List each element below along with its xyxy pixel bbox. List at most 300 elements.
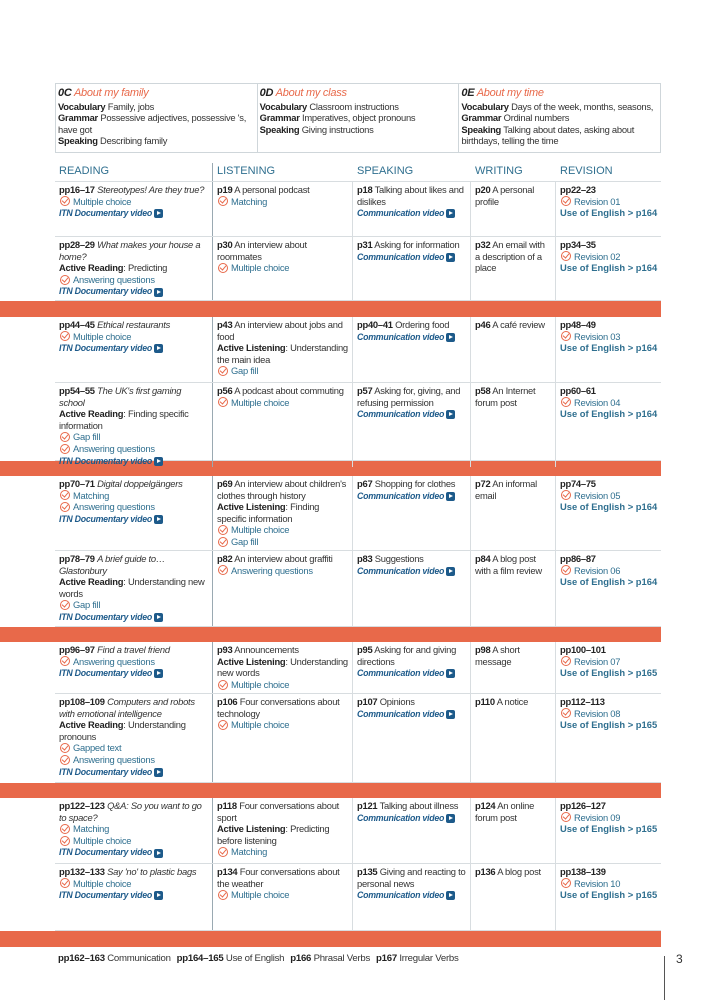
lesson-name: A short message [475,644,520,667]
task-label: Revision 08 [574,707,621,719]
unit-intro-0c [56,84,258,152]
lesson-name: Asking for, giving, and refusing permission [357,385,461,408]
footer-page: p167 [376,953,397,964]
task-label: Multiple choice [231,678,290,690]
active-skill-text: Understanding pronouns [59,719,186,742]
intro-label: Speaking [58,135,98,147]
cell-writing [471,476,556,550]
lesson-title [475,319,552,331]
cell-speaking [353,317,471,382]
video-link[interactable] [357,491,467,503]
active-skill-label: Active Listening [217,501,286,513]
task-item [59,331,209,343]
lesson-title [560,319,658,331]
lesson-title [475,478,552,501]
video-link[interactable] [59,612,209,624]
table-row [55,237,661,301]
play-icon[interactable] [154,669,163,678]
check-circle-icon [218,196,228,206]
use-of-english-link[interactable]: Use of English > p165 [560,667,658,679]
play-icon[interactable] [154,891,163,900]
lesson-title [217,696,349,719]
page-ref: pp86–87 [560,553,596,564]
use-of-english-link[interactable]: Use of English > p164 [560,408,658,420]
page-ref: p107 [357,696,378,707]
video-link[interactable] [357,409,467,421]
cell-writing [471,237,556,300]
video-link[interactable] [59,668,209,680]
task-item [217,889,349,901]
task-label: Multiple choice [73,834,132,846]
lesson-title [59,553,209,576]
task-label: Answering questions [73,501,155,513]
video-label[interactable]: Communication video [357,565,445,576]
page-ref: p98 [475,644,491,655]
page-ref: p93 [217,644,233,655]
intro-label: Grammar [461,112,502,124]
task-item [59,431,209,443]
task-label: Revision 05 [574,489,621,501]
check-circle-icon [60,432,70,442]
video-link[interactable] [59,514,209,526]
intro-text: Ordinal numbers [503,112,570,124]
play-icon[interactable] [446,891,455,900]
play-icon[interactable] [154,344,163,353]
task-label: Answering questions [73,442,155,454]
lesson-title [357,385,467,408]
lesson-name: Announcements [234,644,299,655]
lesson-name: A notice [496,696,529,707]
video-link[interactable] [357,813,467,825]
task-item [59,742,209,754]
task-label: Multiple choice [231,719,290,731]
check-circle-icon [561,490,571,500]
cell-speaking [353,383,471,467]
lesson-name: An online forum post [475,800,535,823]
video-label[interactable]: Communication video [357,331,445,342]
cell-listening [213,383,353,467]
lesson-title [59,239,209,262]
page-ref: pp28–29 [59,239,95,250]
footer-reference [290,953,370,964]
cell-listening [213,864,353,930]
unit-name: About my time [476,87,544,99]
page-ref: p32 [475,239,491,250]
page-ref: p31 [357,239,373,250]
cell-reading [55,383,213,467]
page-ref: p82 [217,553,233,564]
active-skill-label: Active Reading [59,408,124,420]
section-divider-bar [0,301,661,317]
lesson-name: A personal podcast [234,184,310,195]
play-icon[interactable] [154,515,163,524]
lesson-title [217,319,349,342]
video-label[interactable]: Communication video [357,812,445,823]
video-link[interactable] [59,343,209,355]
intro-line [58,112,255,135]
footer-label: Irregular Verbs [399,953,459,964]
active-skill: Active Reading: Predicting [59,262,168,274]
page-ref: p121 [357,800,378,811]
lesson-title [59,696,209,719]
video-link[interactable] [59,456,209,468]
lesson-title [560,385,658,397]
use-of-english-link[interactable]: Use of English > p165 [560,889,658,901]
lesson-title [560,184,658,196]
play-icon[interactable] [154,613,163,622]
page-ref: pp22–23 [560,184,596,195]
task-label: Revision 07 [574,655,621,667]
lesson-title [357,239,467,251]
lesson-title [59,800,209,823]
play-icon[interactable] [154,849,163,858]
page-ref: p106 [217,696,238,707]
unit-code: 0C [58,87,72,99]
active-skill-text: Predicting [127,262,168,274]
play-icon[interactable] [446,669,455,678]
lesson-title [217,644,349,656]
intro-text: Family, jobs [107,100,155,112]
task-label: Gap fill [231,365,259,377]
lesson-title [475,553,552,576]
use-of-english-link[interactable]: Use of English > p164 [560,501,658,513]
task-item [217,679,349,691]
cell-reading [55,864,213,930]
intro-text: Imperatives, object pronouns [301,112,416,124]
intro-line [58,135,255,147]
task-item [560,397,658,409]
footer-reference [58,953,171,964]
video-label[interactable]: Communication video [357,668,445,679]
play-icon[interactable] [446,410,455,419]
video-link[interactable] [357,208,467,220]
video-link[interactable] [59,286,209,298]
lesson-name: An interview about jobs and food [217,319,343,342]
task-label: Revision 04 [574,396,621,408]
task-item [59,599,209,611]
page-ref: pp126–127 [560,800,606,811]
column-header-reading: READING [55,163,213,181]
task-item [560,708,658,720]
page-ref: p57 [357,385,373,396]
task-item [560,656,658,668]
video-label[interactable]: ITN Documentary video [59,890,153,901]
check-circle-icon [218,525,228,535]
use-of-english-link[interactable]: Use of English > p164 [560,576,658,588]
video-link[interactable] [357,709,467,721]
check-circle-icon [60,490,70,500]
check-circle-icon [60,502,70,512]
task-item [217,719,349,731]
page-ref: pp54–55 [59,385,95,396]
page-ref: pp132–133 [59,866,105,877]
lesson-title [357,644,467,667]
lesson-title [357,319,467,331]
play-icon[interactable] [154,457,163,466]
intro-label: Speaking [461,123,502,135]
task-item [59,443,209,455]
intro-label: Speaking [259,123,300,135]
page-ref: p56 [217,385,233,396]
lesson-name: Opinions [379,696,415,707]
check-circle-icon [218,537,228,547]
play-icon[interactable] [446,492,455,501]
lesson-name: Find a travel friend [97,644,170,655]
play-icon[interactable] [446,567,455,576]
page-ref: pp78–79 [59,553,95,564]
video-link[interactable] [59,767,209,779]
video-label[interactable]: ITN Documentary video [59,513,153,524]
cell-writing [471,694,556,782]
video-label[interactable]: Communication video [357,409,445,420]
lesson-name: A brief guide to… Glastonbury [59,553,165,576]
video-label[interactable]: ITN Documentary video [59,343,153,354]
use-of-english-link[interactable]: Use of English > p165 [560,719,658,731]
table-row [55,182,661,237]
lesson-title [217,553,349,565]
task-item [59,754,209,766]
intro-text: Describing family [100,135,168,147]
page-ref: pp122–123 [59,800,105,811]
active-skill: Active Reading: Understanding pronouns [59,719,186,742]
page-ref: pp40–41 [357,319,393,330]
footer-page: pp164–165 [176,953,224,964]
lesson-title [59,478,209,490]
video-link[interactable] [357,890,467,902]
check-circle-icon [60,878,70,888]
active-skill-text: Understanding new words [59,576,205,599]
cell-listening [213,798,353,863]
video-label[interactable]: Communication video [357,251,445,262]
check-circle-icon [561,251,571,261]
lesson-title [357,866,467,889]
intro-text: Giving instructions [301,123,374,135]
lesson-name: Shopping for clothes [374,478,456,489]
video-link[interactable] [357,668,467,680]
task-item [217,397,349,409]
task-item [59,656,209,668]
video-label[interactable]: ITN Documentary video [59,766,153,777]
task-item [560,490,658,502]
task-item [59,274,209,286]
check-circle-icon [561,656,571,666]
check-circle-icon [60,600,70,610]
check-circle-icon [561,708,571,718]
table-row [55,798,661,864]
intro-text: Talking about dates, asking about birthdays, telling the time [461,123,635,147]
lesson-title [59,385,209,408]
footer-references [58,953,465,965]
check-circle-icon [60,196,70,206]
video-label[interactable]: Communication video [357,490,445,501]
lesson-title [357,696,467,708]
active-skill-text: Predicting before listening [217,823,330,846]
task-label: Gap fill [73,431,101,443]
play-icon[interactable] [446,209,455,218]
video-label[interactable]: ITN Documentary video [59,455,153,466]
play-icon[interactable] [446,253,455,262]
section-divider-bar [0,627,661,642]
active-skill: Active Listening: Finding specific information [217,501,320,524]
table-row [55,476,661,551]
task-item [560,565,658,577]
cell-revision [556,694,661,782]
cell-revision [556,798,661,863]
play-icon[interactable] [154,768,163,777]
video-label[interactable]: Communication video [357,890,445,901]
task-label: Multiple choice [231,524,290,536]
video-label[interactable]: Communication video [357,208,445,219]
play-icon[interactable] [446,710,455,719]
cell-reading [55,642,213,693]
page-ref: p83 [357,553,373,564]
task-label: Multiple choice [73,195,132,207]
lesson-name: An Internet forum post [475,385,536,408]
check-circle-icon [218,720,228,730]
page-ref: pp74–75 [560,478,596,489]
task-label: Matching [73,823,110,835]
video-link[interactable] [357,566,467,578]
page-ref: pp112–113 [560,696,605,707]
task-item [217,536,349,548]
page-number: 3 [676,952,683,966]
cell-listening [213,237,353,300]
video-link[interactable] [357,252,467,264]
intro-line [58,101,255,113]
play-icon[interactable] [154,209,163,218]
task-item [217,846,349,858]
active-skill: Active Listening: Understanding new words [217,655,348,679]
task-label: Matching [73,489,110,501]
page-ref: p19 [217,184,233,195]
cell-reading [55,237,213,300]
lesson-name: Talking about illness [379,800,459,811]
page-ref: p72 [475,478,491,489]
cell-writing [471,864,556,930]
page-ref: p84 [475,553,491,564]
lesson-title [560,696,658,708]
cell-writing [471,642,556,693]
task-item [217,262,349,274]
check-circle-icon [60,275,70,285]
lesson-title [357,478,467,490]
video-label[interactable]: ITN Documentary video [59,611,153,622]
check-circle-icon [561,196,571,206]
play-icon[interactable] [446,814,455,823]
cell-listening [213,476,353,550]
lesson-name: An interview about children's clothes through history [217,478,347,501]
lesson-name: A podcast about commuting [234,385,344,396]
cell-writing [471,383,556,467]
page-ref: pp16–17 [59,184,95,195]
play-icon[interactable] [154,288,163,297]
video-label[interactable]: ITN Documentary video [59,668,153,679]
lesson-name: Asking for information [374,239,460,250]
cell-speaking [353,182,471,236]
page-ref: pp34–35 [560,239,596,250]
use-of-english-link[interactable]: Use of English > p164 [560,262,658,274]
lesson-name: Four conversations about the weather [217,866,340,889]
task-label: Revision 09 [574,811,621,823]
video-label[interactable]: ITN Documentary video [59,847,153,858]
lesson-title [475,239,552,274]
column-header-writing: WRITING [475,165,523,177]
active-skill: Active Listening: Predicting before listening [217,823,330,846]
active-skill-text: Understanding the main idea [217,342,348,365]
cell-writing [471,182,556,236]
page-ref: pp60–61 [560,385,596,396]
page-ref: p110 [475,696,495,707]
use-of-english-link[interactable]: Use of English > p165 [560,823,658,835]
cell-speaking [353,864,471,930]
video-label[interactable]: ITN Documentary video [59,208,153,219]
footer-label: Communication [107,953,171,964]
cell-revision [556,182,661,236]
video-label[interactable]: ITN Documentary video [59,286,153,297]
footer-label: Phrasal Verbs [313,953,371,964]
task-item [217,365,349,377]
video-link[interactable] [357,332,467,344]
task-label: Multiple choice [231,262,290,274]
task-item [560,331,658,343]
table-row [55,383,661,466]
task-label: Answering questions [73,753,155,765]
task-label: Answering questions [73,655,155,667]
lesson-title [475,184,552,207]
page-ref: pp100–101 [560,644,606,655]
page-ref: p67 [357,478,373,489]
check-circle-icon [218,366,228,376]
active-skill-label: Active Reading [59,719,124,731]
video-link[interactable] [59,890,209,902]
table-row [55,694,661,783]
page-ref: p18 [357,184,373,195]
video-label[interactable]: Communication video [357,708,445,719]
active-skill-text: Finding specific information [217,501,320,524]
use-of-english-link[interactable]: Use of English > p164 [560,342,658,354]
task-label: Revision 10 [574,877,621,889]
cell-reading [55,694,213,782]
task-label: Matching [231,846,268,858]
check-circle-icon [218,397,228,407]
page-ref: pp44–45 [59,319,95,330]
lesson-title [217,866,349,889]
cell-reading [55,551,213,626]
lesson-title [560,866,658,878]
play-icon[interactable] [446,333,455,342]
lesson-title [560,478,658,490]
task-label: Gapped text [73,742,122,754]
check-circle-icon [218,847,228,857]
intro-text: Possessive adjectives, possessive 's, have got [58,112,247,135]
task-label: Multiple choice [231,396,290,408]
intro-text: Days of the week, months, seasons, [511,100,654,112]
lesson-title [475,644,552,667]
use-of-english-link[interactable]: Use of English > p164 [560,207,658,219]
lesson-name: An email with a description of a place [475,239,545,274]
section-divider-bar [0,783,661,798]
lesson-name: Computers and robots with emotional intelligence [59,696,195,719]
task-label: Gap fill [73,599,101,611]
footer-label: Use of English [225,953,285,964]
cell-listening [213,182,353,236]
video-link[interactable] [59,208,209,220]
video-link[interactable] [59,847,209,859]
task-item [59,823,209,835]
intro-label: Vocabulary [461,100,509,112]
lesson-name: Say 'no' to plastic bags [107,866,197,877]
check-circle-icon [218,565,228,575]
